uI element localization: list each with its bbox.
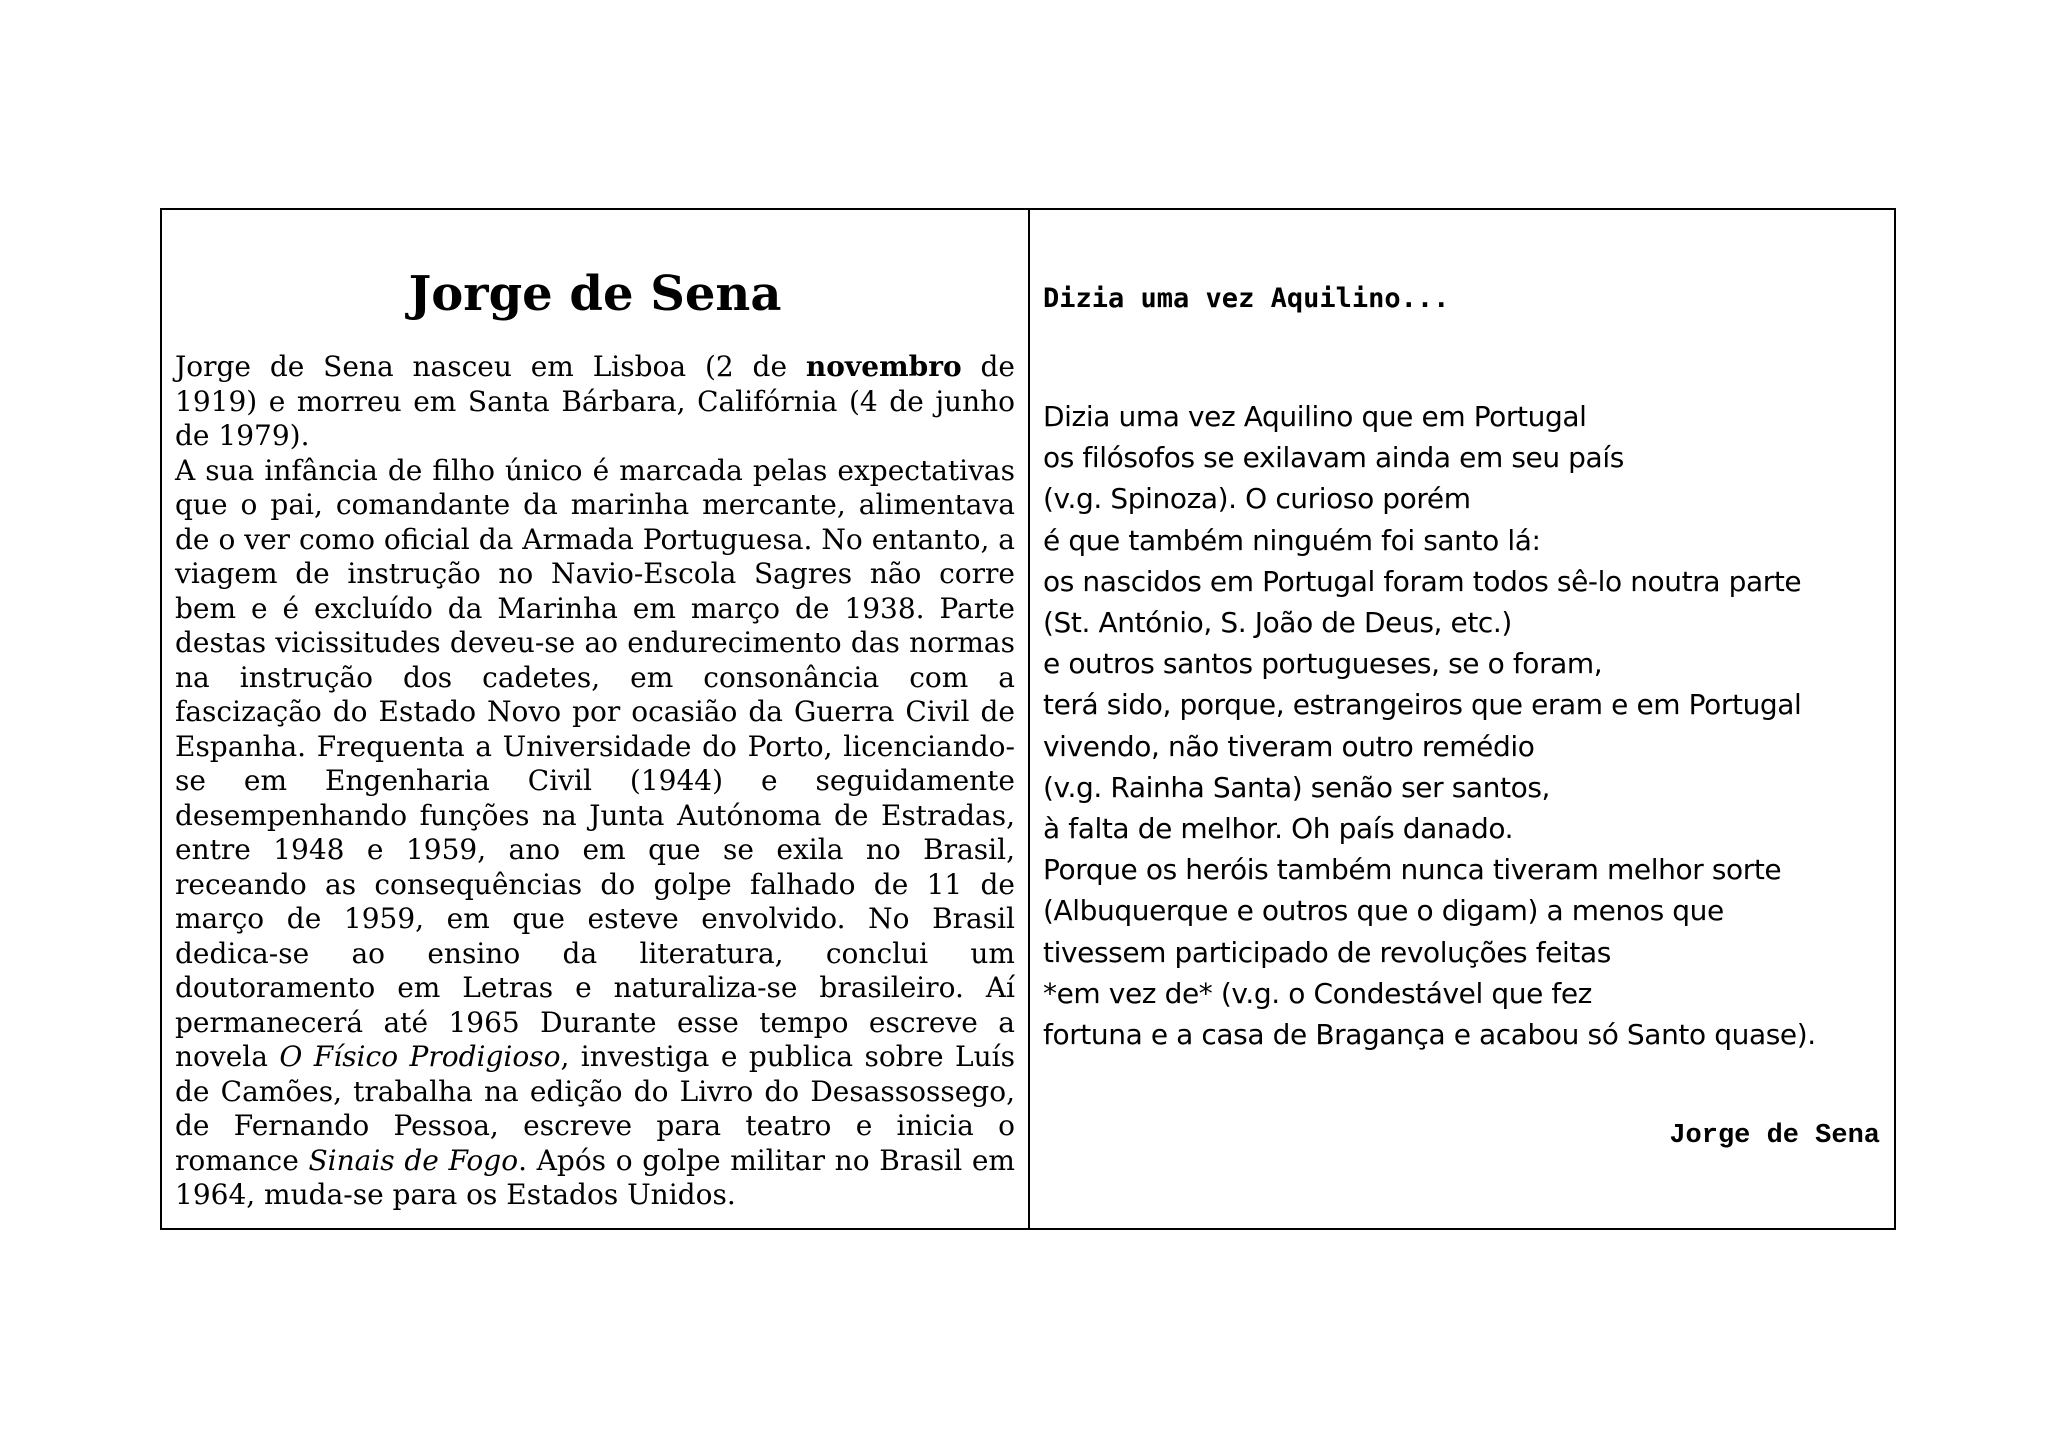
poem-heading: Dizia uma vez Aquilino...: [1043, 283, 1450, 314]
bio-p2-text-a: A sua infância de filho único é marcada pelas expectativas que o pai, comandante da marinha mercante, alimentava de o ver como oficial da Armada Portuguesa. No entanto, a viagem de instrução no Navio-Escola Sagres não corre bem e é excluído da Marinha em março de 1938. Parte destas vicissitudes deveu-se ao endurecimento das normas na instrução dos cadetes, em consonância com a fascização do Estado Novo por ocasião da Guerra Civil de Espanha. Frequenta a Universidade do Porto, licenciando-se em Engenharia Civil (1944) e seguidamente desempenhando funções na Junta Autónoma de Estradas, entre 1948 e 1959, ano em que se exila no Brasil, receando as consequências do golpe falhado de 11 de março de 1959, em que esteve envolvido. No Brasil dedica-se ao ensino da literatura, conclui um doutoramento em Letras e naturaliza-se brasileiro. Aí permanecerá até 1965 Durante esse tempo escreve a novela: [175, 453, 1015, 1073]
poem-line: tivessem participado de revoluções feitas: [1043, 935, 1611, 969]
biography-text: [175, 350, 1015, 1213]
bio-p1-bold: novembro: [805, 350, 962, 383]
poem-line: *em vez de* (v.g. o Condestável que fez: [1043, 976, 1592, 1010]
poem-line: Porque os heróis também nunca tiveram melhor sorte: [1043, 853, 1782, 887]
document-table: [160, 208, 1896, 1230]
bio-p2-italic-1: O Físico Prodigioso: [279, 1040, 561, 1073]
biography-column: [162, 210, 1030, 1228]
bio-p2-italic-2: Sinais de Fogo: [308, 1143, 519, 1177]
poem-author: Jorge de Sena: [1669, 1121, 1880, 1152]
poem-line: vivendo, não tiveram outro remédio: [1043, 729, 1535, 763]
bio-p2-text-b: , investiga e publica sobre Luís de Camões, trabalha na edição do Livro do Desassossego, de Fernando Pessoa, escreve para teatro e inicia o romance: [175, 1040, 1015, 1177]
poem-line: fortuna e a casa de Bragança e acabou só Santo quase).: [1043, 1018, 1816, 1052]
bio-p1-text-b: de 1919) e morreu em Santa Bárbara, Califórnia (4 de junho de 1979).: [175, 350, 1015, 452]
poem-line: os nascidos em Portugal foram todos sê-lo noutra parte: [1043, 564, 1802, 598]
poem-line: (v.g. Spinoza). O curioso porém: [1043, 482, 1471, 516]
biography-paragraph-1: [175, 350, 1015, 454]
poem-line: (St. António, S. João de Deus, etc.): [1043, 606, 1512, 640]
poem-line: à falta de melhor. Oh país danado.: [1043, 812, 1514, 846]
biography-paragraph-2: [175, 454, 1015, 1213]
poem-text: [1043, 396, 1880, 1055]
biography-title: Jorge de Sena: [408, 266, 782, 322]
bio-p1-text-a: Jorge de Sena nasceu em Lisboa (2 de: [175, 350, 806, 383]
poem-line: terá sido, porque, estrangeiros que eram e em Portugal: [1043, 688, 1802, 722]
poem-line: e outros santos portugueses, se o foram,: [1043, 647, 1603, 681]
poem-line: (Albuquerque e outros que o digam) a menos que: [1043, 894, 1724, 928]
poem-line: (v.g. Rainha Santa) senão ser santos,: [1043, 770, 1551, 804]
poem-line: é que também ninguém foi santo lá:: [1043, 523, 1541, 557]
poem-line: os filósofos se exilavam ainda em seu país: [1043, 441, 1624, 475]
bio-p2-text-c: . Após o golpe militar no Brasil em 1964, muda-se para os Estados Unidos.: [175, 1143, 1015, 1211]
poem-column: [1030, 210, 1894, 1228]
poem-line: Dizia uma vez Aquilino que em Portugal: [1043, 400, 1587, 433]
